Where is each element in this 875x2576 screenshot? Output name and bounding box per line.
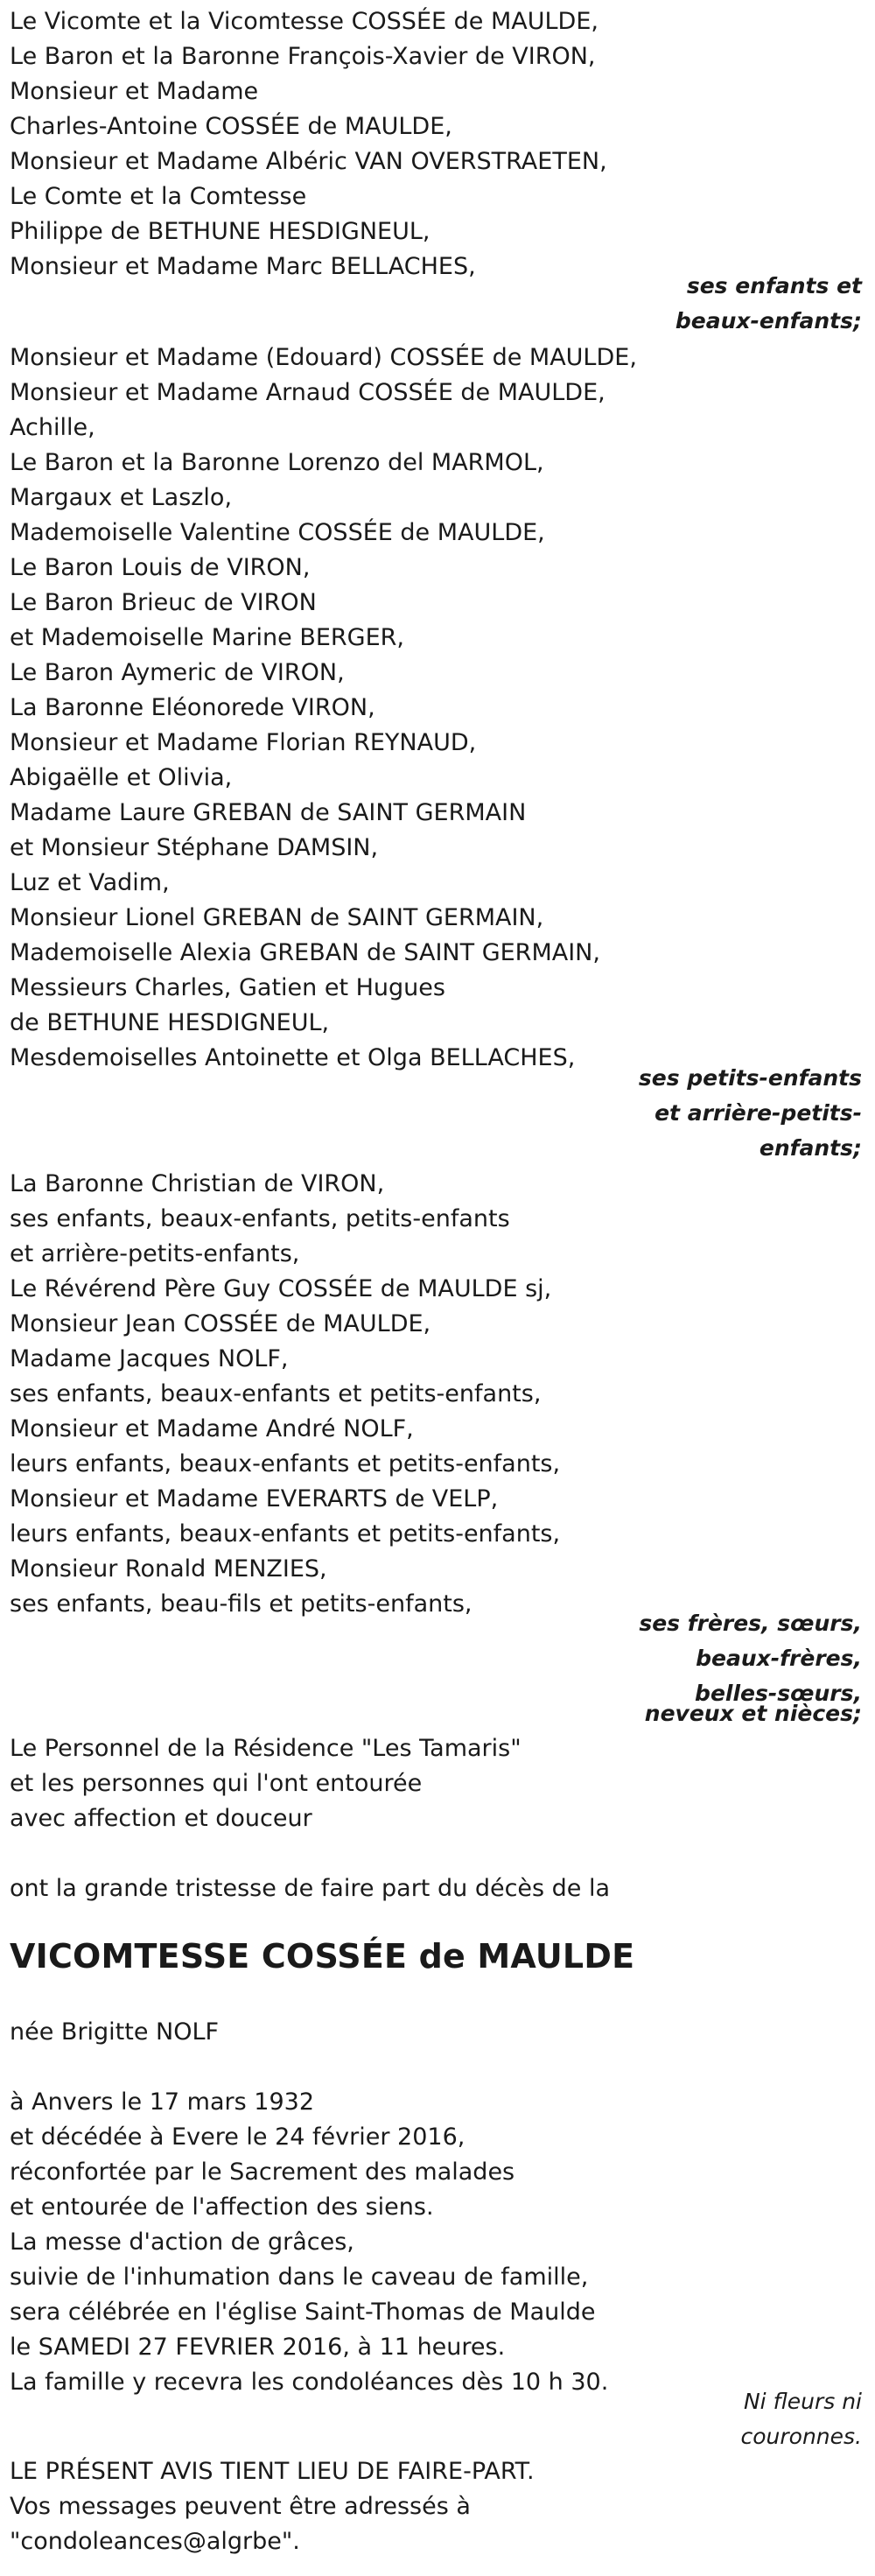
detail-line: La famille y recevra les condoléances dès 10 h 30. bbox=[10, 2369, 609, 2396]
family-line: Margaux et Laszlo, bbox=[10, 484, 233, 511]
family-line: Mademoiselle Valentine COSSÉE de MAULDE, bbox=[10, 519, 545, 546]
family-line: Monsieur et Madame EVERARTS de VELP, bbox=[10, 1485, 499, 1513]
family-line: leurs enfants, beaux-enfants et petits-enfants, bbox=[10, 1520, 561, 1548]
relationship-note: neveux et nièces; bbox=[644, 1701, 862, 1726]
family-line: Madame Laure GREBAN de SAINT GERMAIN bbox=[10, 799, 527, 826]
detail-line: à Anvers le 17 mars 1932 bbox=[10, 2088, 314, 2116]
family-line: ses enfants, beau-fils et petits-enfants, bbox=[10, 1590, 472, 1618]
family-line: Achille, bbox=[10, 414, 95, 441]
family-line: Monsieur et Madame (Edouard) COSSÉE de MAULDE, bbox=[10, 344, 637, 371]
family-line: Mademoiselle Alexia GREBAN de SAINT GERMAIN, bbox=[10, 939, 600, 966]
announcement-text: ont la grande tristesse de faire part du décès de la bbox=[10, 1875, 611, 1902]
family-line: Monsieur et Madame Marc BELLACHES, bbox=[10, 253, 476, 280]
family-line: et arrière-petits-enfants, bbox=[10, 1240, 300, 1267]
family-line: de BETHUNE HESDIGNEUL, bbox=[10, 1009, 330, 1036]
family-line: et Monsieur Stéphane DAMSIN, bbox=[10, 834, 379, 861]
footer-line: "condoleances@algrbe". bbox=[10, 2528, 300, 2555]
family-line: leurs enfants, beaux-enfants et petits-enfants, bbox=[10, 1450, 561, 1478]
family-line: La Baronne Eléonorede VIRON, bbox=[10, 694, 375, 721]
family-line: Le Personnel de la Résidence "Les Tamaris" bbox=[10, 1735, 522, 1762]
relationship-note: ses frères, sœurs, bbox=[639, 1611, 862, 1636]
detail-line: suivie de l'inhumation dans le caveau de famille, bbox=[10, 2264, 589, 2291]
family-line: Monsieur et Madame Florian REYNAUD, bbox=[10, 729, 477, 756]
relationship-note: et arrière-petits- bbox=[654, 1100, 862, 1126]
family-line: Le Vicomte et la Vicomtesse COSSÉE de MAULDE, bbox=[10, 8, 598, 35]
family-line: Abigaëlle et Olivia, bbox=[10, 764, 233, 791]
relationship-note: beaux-frères, bbox=[696, 1646, 862, 1671]
family-line: ses enfants, beaux-enfants, petits-enfants bbox=[10, 1205, 510, 1232]
detail-line: et entourée de l'affection des siens. bbox=[10, 2193, 434, 2221]
flowers-note: couronnes. bbox=[740, 2424, 862, 2449]
relationship-note: enfants; bbox=[759, 1135, 862, 1161]
family-line: Monsieur et Madame Arnaud COSSÉE de MAULDE, bbox=[10, 379, 606, 406]
family-line: Monsieur et Madame bbox=[10, 78, 259, 105]
footer-line: LE PRÉSENT AVIS TIENT LIEU DE FAIRE-PART. bbox=[10, 2458, 535, 2485]
family-line: Le Baron et la Baronne François-Xavier de VIRON, bbox=[10, 43, 596, 70]
family-line: Messieurs Charles, Gatien et Hugues bbox=[10, 974, 445, 1001]
family-line: La Baronne Christian de VIRON, bbox=[10, 1170, 385, 1197]
family-line: Charles-Antoine COSSÉE de MAULDE, bbox=[10, 113, 452, 140]
family-line: Monsieur et Madame André NOLF, bbox=[10, 1415, 414, 1442]
family-line: ses enfants, beaux-enfants et petits-enfants, bbox=[10, 1380, 542, 1407]
birth-name: née Brigitte NOLF bbox=[10, 2018, 220, 2046]
deceased-name: VICOMTESSE COSSÉE de MAULDE bbox=[10, 1937, 635, 1976]
detail-line: le SAMEDI 27 FEVRIER 2016, à 11 heures. bbox=[10, 2334, 506, 2361]
family-line: Le Révérend Père Guy COSSÉE de MAULDE sj, bbox=[10, 1275, 552, 1302]
family-line: Le Baron Aymeric de VIRON, bbox=[10, 659, 345, 686]
detail-line: et décédée à Evere le 24 février 2016, bbox=[10, 2123, 466, 2151]
relationship-note: ses petits-enfants bbox=[638, 1065, 862, 1091]
family-line: et Mademoiselle Marine BERGER, bbox=[10, 624, 404, 651]
footer-line: Vos messages peuvent être adressés à bbox=[10, 2493, 471, 2520]
family-line: et les personnes qui l'ont entourée bbox=[10, 1770, 423, 1797]
detail-line: sera célébrée en l'église Saint-Thomas de Maulde bbox=[10, 2299, 596, 2326]
family-line: Le Comte et la Comtesse bbox=[10, 183, 307, 210]
family-line: Le Baron et la Baronne Lorenzo del MARMOL, bbox=[10, 449, 544, 476]
family-line: Monsieur Lionel GREBAN de SAINT GERMAIN, bbox=[10, 904, 544, 931]
family-line: Monsieur et Madame Albéric VAN OVERSTRAETEN, bbox=[10, 148, 607, 175]
relationship-note: belles-sœurs, bbox=[695, 1681, 862, 1706]
relationship-note: ses enfants et bbox=[686, 273, 862, 298]
family-line: Luz et Vadim, bbox=[10, 869, 170, 896]
family-line: Mesdemoiselles Antoinette et Olga BELLACHES, bbox=[10, 1044, 576, 1071]
family-line: Monsieur Ronald MENZIES, bbox=[10, 1555, 327, 1583]
detail-line: réconfortée par le Sacrement des malades bbox=[10, 2158, 515, 2186]
family-line: Madame Jacques NOLF, bbox=[10, 1345, 289, 1372]
relationship-note: beaux-enfants; bbox=[675, 308, 862, 333]
family-line: Le Baron Louis de VIRON, bbox=[10, 554, 311, 581]
family-line: Le Baron Brieuc de VIRON bbox=[10, 589, 317, 616]
detail-line: La messe d'action de grâces, bbox=[10, 2229, 354, 2256]
flowers-note: Ni fleurs ni bbox=[743, 2389, 862, 2414]
family-line: Monsieur Jean COSSÉE de MAULDE, bbox=[10, 1310, 431, 1337]
family-line: Philippe de BETHUNE HESDIGNEUL, bbox=[10, 218, 430, 245]
family-line: avec affection et douceur bbox=[10, 1805, 312, 1832]
